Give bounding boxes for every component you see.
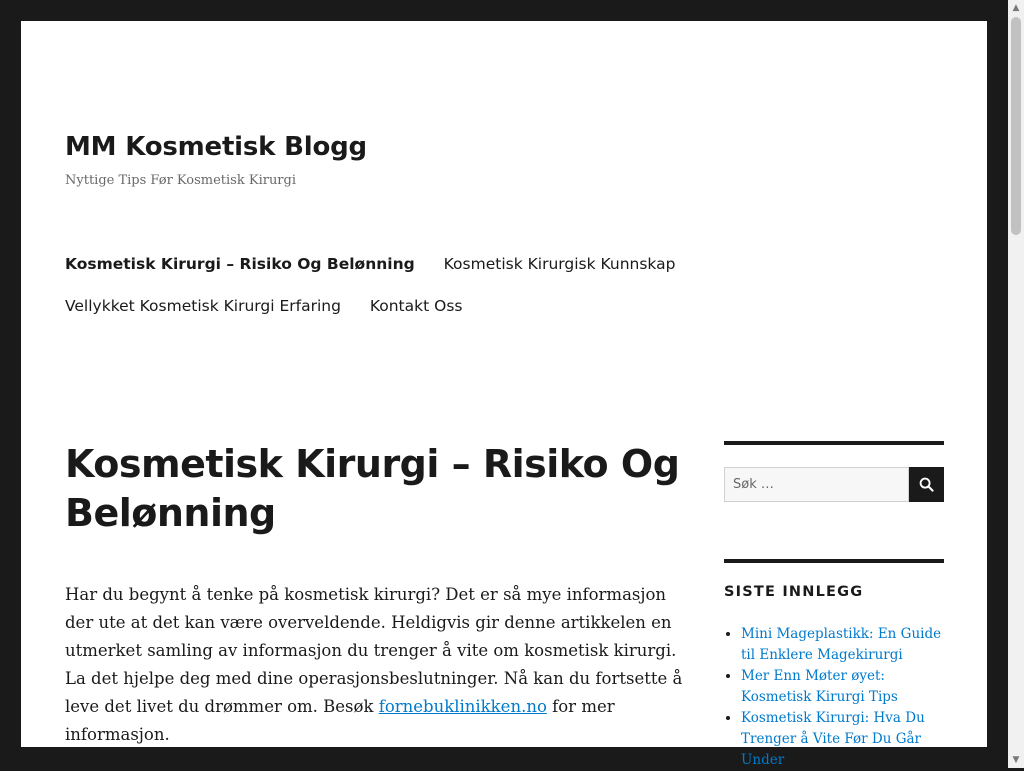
search-icon <box>919 477 934 492</box>
fornebuklinikken-link[interactable]: fornebuklinikken.no <box>378 697 547 716</box>
main-navigation <box>65 255 745 339</box>
page-frame <box>21 21 987 768</box>
search-button[interactable] <box>909 467 944 502</box>
scrollbar-thumb[interactable] <box>1011 17 1021 235</box>
site-title[interactable]: MM Kosmetisk Blogg <box>65 132 367 162</box>
recent-posts-list <box>724 624 944 771</box>
nav-item-kunnskap[interactable]: Kosmetisk Kirurgisk Kunnskap <box>443 255 676 273</box>
paragraph-end: for mer informasjon. <box>65 697 615 744</box>
recent-post-link[interactable]: Kosmetisk Kirurgi: Hva Du Trenger å Vite Før Du Går Under <box>741 710 925 768</box>
list-item <box>741 666 944 708</box>
widget-divider <box>724 559 944 563</box>
entry-content <box>65 581 685 749</box>
scroll-up-arrow-icon[interactable]: ▲ <box>1012 3 1020 13</box>
search-form <box>724 467 944 502</box>
entry-paragraph <box>65 581 685 749</box>
list-item <box>741 708 944 771</box>
sidebar <box>724 441 944 771</box>
recent-post-link[interactable]: Mer Enn Møter øyet: Kosmetisk Kirurgi Tips <box>741 668 898 705</box>
search-input[interactable] <box>724 467 909 502</box>
site-description: Nyttige Tips Før Kosmetisk Kirurgi <box>65 173 297 188</box>
entry-title: Kosmetisk Kirurgi – Risiko Og Belønning <box>65 442 680 535</box>
widget-divider <box>724 441 944 445</box>
nav-item-kontakt[interactable]: Kontakt Oss <box>369 297 463 315</box>
paragraph-text: Har du begynt å tenke på kosmetisk kirurgi? Det er så mye informasjon der ute at det kan være overveldende. Heldigvis gir denne artikkelen en utmerket samling av informasjon du trenger å vite om kosmetisk kirurgi. La det hjelpe deg med dine operasjonsbeslutninger. Nå kan du fortsette å leve det livet du drømmer om. Besøk <box>65 585 683 716</box>
vertical-scrollbar[interactable] <box>1008 0 1024 768</box>
list-item <box>741 624 944 666</box>
scroll-down-arrow-icon[interactable]: ▼ <box>1012 755 1020 765</box>
recent-posts-title: SISTE INNLEGG <box>724 584 864 600</box>
nav-item-erfaring[interactable]: Vellykket Kosmetisk Kirurgi Erfaring <box>65 297 341 315</box>
recent-post-link[interactable]: Mini Mageplastikk: En Guide til Enklere Magekirurgi <box>741 626 942 663</box>
nav-item-risiko[interactable]: Kosmetisk Kirurgi – Risiko Og Belønning <box>65 255 415 273</box>
